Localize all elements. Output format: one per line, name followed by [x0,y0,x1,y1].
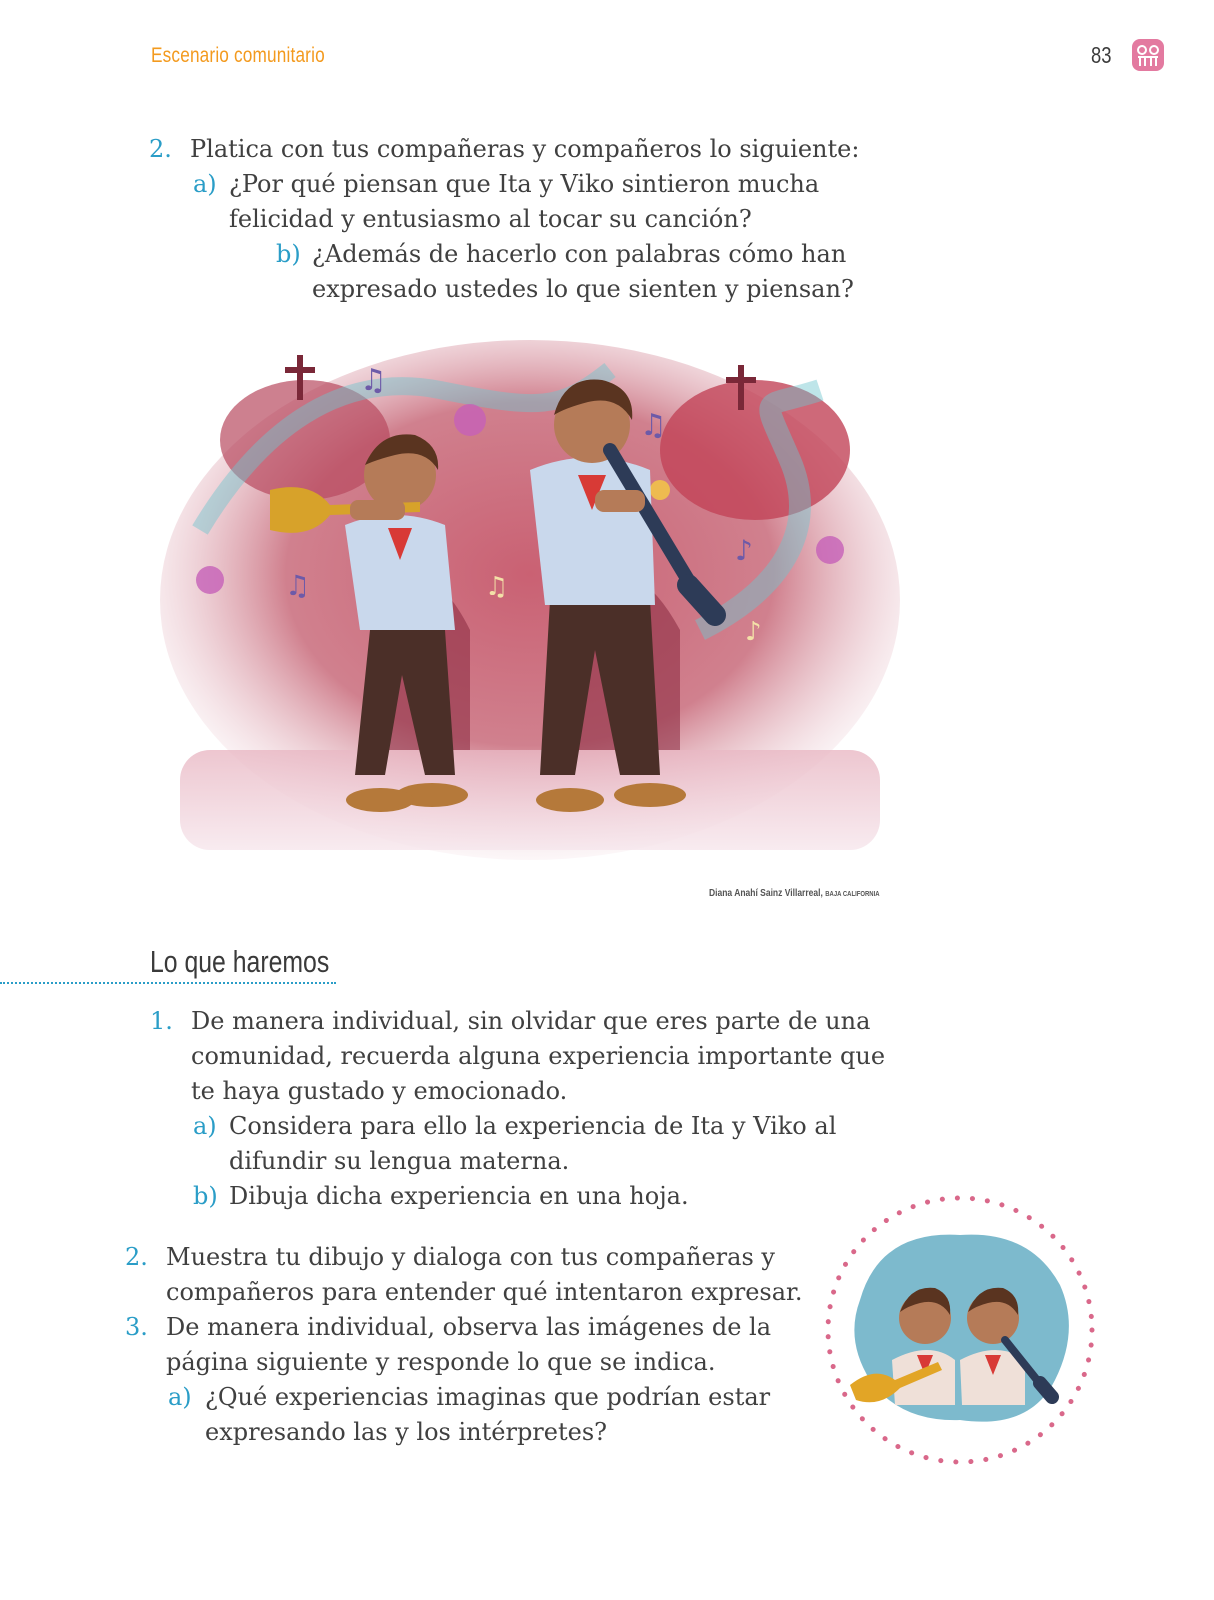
item-letter: b) [276,240,301,268]
credit-name: Diana Anahí Sainz Villarreal, [709,888,823,899]
task-line: Considera para ello la experiencia de Ita y Viko al [229,1112,837,1140]
question-line: expresado ustedes lo que sienten y piensan? [312,275,854,303]
svg-text:♫: ♫ [360,363,387,398]
credit-place: BAJA CALIFORNIA [825,891,880,898]
svg-text:♫: ♫ [285,569,311,602]
task-line: De manera individual, sin olvidar que eres parte de una [191,1007,871,1035]
task-line: página siguiente y responde lo que se indica. [166,1348,716,1376]
task-line: difundir su lengua materna. [229,1147,570,1175]
item-number: 3. [125,1313,148,1341]
task-line: Muestra tu dibujo y dialoga con tus compañeras y [166,1243,775,1271]
page-number: 83 [1091,42,1112,68]
section-divider [0,982,336,984]
item-number: 2. [125,1243,148,1271]
question-line: ¿Por qué piensan que Ita y Viko sintieron mucha [229,170,820,198]
svg-text:♫: ♫ [640,408,667,443]
task-line: compañeros para entender qué intentaron expresar. [166,1278,803,1306]
item-letter: a) [193,170,217,198]
musicians-illustration [140,330,915,875]
glyph-emblem-icon [1131,38,1165,72]
section-header-label: Escenario comunitario [151,44,325,67]
svg-text:♫: ♫ [485,572,509,602]
task-line: ¿Qué experiencias imaginas que podrían estar [205,1383,771,1411]
svg-text:♪: ♪ [735,534,753,567]
question-line: felicidad y entusiasmo al tocar su canción? [229,205,752,233]
item-letter: a) [193,1112,217,1140]
discussion-prompt: Platica con tus compañeras y compañeros lo siguiente: [190,135,860,163]
task-line: De manera individual, observa las imágenes de la [166,1313,772,1341]
illustration-credit [709,888,880,899]
musicians-badge-illustration [820,1190,1100,1470]
item-number: 1. [150,1007,173,1035]
item-letter: a) [168,1383,192,1411]
item-number: 2. [149,135,172,163]
task-line: expresando las y los intérpretes? [205,1418,608,1446]
item-letter: b) [193,1182,218,1210]
task-line: te haya gustado y emocionado. [191,1077,568,1105]
task-line: comunidad, recuerda alguna experiencia importante que [191,1042,886,1070]
section-title: Lo que haremos [150,944,330,979]
task-line: Dibuja dicha experiencia en una hoja. [229,1182,689,1210]
svg-text:♪: ♪ [745,617,762,647]
question-line: ¿Además de hacerlo con palabras cómo han [312,240,847,268]
